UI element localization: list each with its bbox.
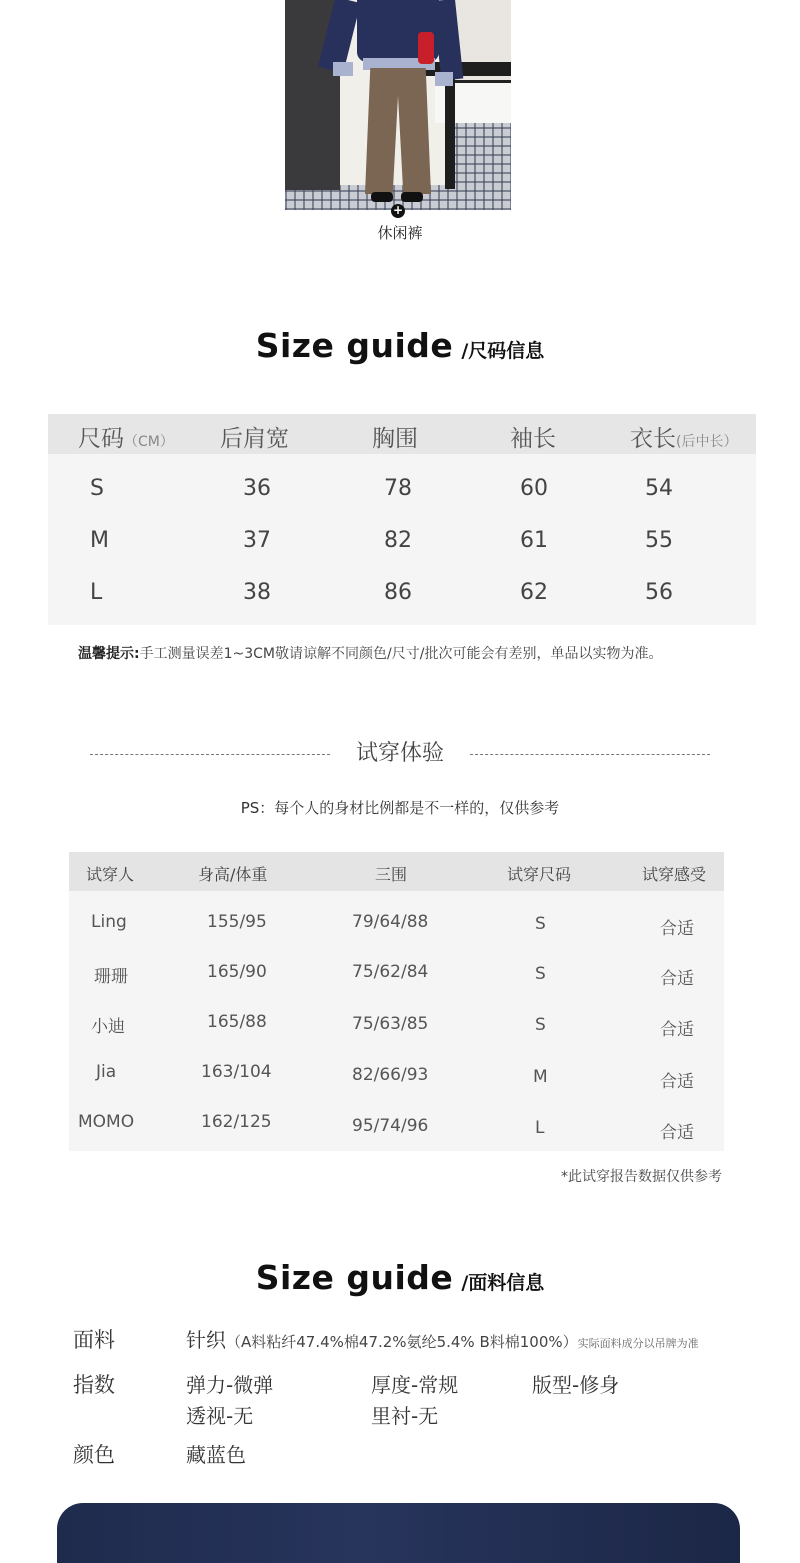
fabric-title: [0, 1258, 800, 1297]
bottom-product-image: [57, 1503, 740, 1563]
table-cell: 60: [520, 476, 548, 501]
fabric-color-label: 颜色: [73, 1443, 115, 1467]
tryon-header-cell: 试穿感受: [642, 865, 707, 884]
fabric-material-label: 面料: [73, 1328, 115, 1352]
tryon-header-cell: 三围: [375, 865, 408, 884]
fabric-index-item: 透视-无: [186, 1404, 254, 1428]
table-cell: 合适: [660, 1123, 694, 1143]
table-cell: L: [535, 1118, 545, 1138]
table-cell: 56: [645, 580, 673, 605]
table-cell: 小迪: [91, 1017, 125, 1037]
table-cell: 82/66/93: [352, 1065, 429, 1085]
fabric-index-item: 里衬-无: [371, 1404, 439, 1428]
dashed-divider: [470, 754, 710, 755]
table-cell: 61: [520, 528, 548, 553]
tryon-header-cell: 试穿尺码: [507, 865, 572, 884]
table-cell: 79/64/88: [352, 912, 429, 932]
table-cell: S: [535, 964, 546, 984]
table-cell: 55: [645, 528, 673, 553]
table-cell: MOMO: [78, 1112, 135, 1132]
table-cell: Ling: [91, 912, 127, 932]
tryon-ps: PS：每个人的身材比例都是不一样的，仅供参考: [240, 799, 560, 817]
table-cell: 合适: [660, 1020, 694, 1040]
size-table-header: [48, 414, 756, 454]
table-cell: Jia: [96, 1062, 117, 1082]
tryon-header-cell: 试穿人: [86, 865, 135, 884]
table-cell: 37: [243, 528, 271, 553]
size-header-cell: 后肩宽: [220, 426, 289, 452]
notice-text: 手工测量误差1~3CM敬请谅解不同颜色/尺寸/批次可能会有差别，单品以实物为准。: [139, 646, 663, 662]
tryon-header-cell: 身高/体重: [198, 865, 268, 884]
table-cell: 62: [520, 580, 548, 605]
tryon-title: [0, 736, 800, 767]
photo-caption: 休闲裤: [377, 224, 423, 242]
table-cell: 54: [645, 476, 673, 501]
table-cell: 75/63/85: [352, 1014, 429, 1034]
table-cell: S: [535, 914, 546, 934]
fabric-material-main: 针织: [186, 1328, 226, 1352]
tryon-table: [69, 852, 724, 1151]
fabric-material-detail: （A料粘纤47.4%棉47.2%氨纶5.4% B料棉100%）: [226, 1333, 578, 1351]
fabric-title-en: Size guide: [255, 1258, 454, 1297]
table-cell: 珊珊: [94, 967, 128, 987]
fabric-index-label: 指数: [73, 1373, 115, 1397]
table-cell: 合适: [660, 969, 694, 989]
size-header-cell: 衣长(后中长）: [630, 426, 738, 452]
plus-icon[interactable]: +: [392, 203, 404, 217]
table-cell: 75/62/84: [352, 962, 429, 982]
fabric-index-item: 弹力-微弹: [186, 1373, 274, 1397]
size-header-cell: 袖长: [510, 426, 556, 452]
size-guide-title-en: Size guide: [255, 326, 454, 365]
table-cell: 78: [384, 476, 412, 501]
dashed-divider: [90, 754, 330, 755]
table-cell: S: [90, 476, 104, 501]
fabric-title-cn: /面料信息: [461, 1272, 545, 1294]
table-cell: M: [90, 528, 109, 553]
size-header-cell: 胸围: [372, 426, 418, 452]
table-cell: 155/95: [207, 912, 267, 932]
size-guide-title-cn: /尺码信息: [461, 340, 545, 362]
tryon-title-text: 试穿体验: [355, 741, 444, 766]
size-header-cell: 尺码（CM）: [78, 426, 174, 452]
tryon-table-header: [69, 852, 724, 891]
table-cell: L: [90, 580, 103, 605]
table-cell: 合适: [660, 919, 694, 939]
table-cell: 合适: [660, 1072, 694, 1092]
table-cell: 162/125: [201, 1112, 272, 1132]
product-photo: [285, 0, 511, 210]
table-cell: 163/104: [201, 1062, 272, 1082]
table-cell: 86: [384, 580, 412, 605]
table-cell: 165/90: [207, 962, 267, 982]
fabric-color-value: 藏蓝色: [186, 1443, 246, 1467]
fabric-index-item: 厚度-常规: [371, 1373, 459, 1397]
notice-label: 温馨提示:: [78, 646, 140, 662]
table-cell: 95/74/96: [352, 1116, 429, 1136]
size-table: [48, 414, 756, 625]
table-cell: 38: [243, 580, 271, 605]
size-guide-title: [0, 326, 800, 365]
tryon-footnote: *此试穿报告数据仅供参考: [561, 1169, 722, 1185]
table-cell: 36: [243, 476, 271, 501]
fabric-material-note: 实际面料成分以吊牌为准: [577, 1337, 699, 1350]
table-cell: 165/88: [207, 1012, 267, 1032]
fabric-material-value: [186, 1324, 699, 1353]
notice: [78, 643, 662, 663]
fabric-index-item: 版型-修身: [532, 1373, 620, 1397]
table-cell: 82: [384, 528, 412, 553]
table-cell: S: [535, 1015, 546, 1035]
table-cell: M: [533, 1067, 548, 1087]
